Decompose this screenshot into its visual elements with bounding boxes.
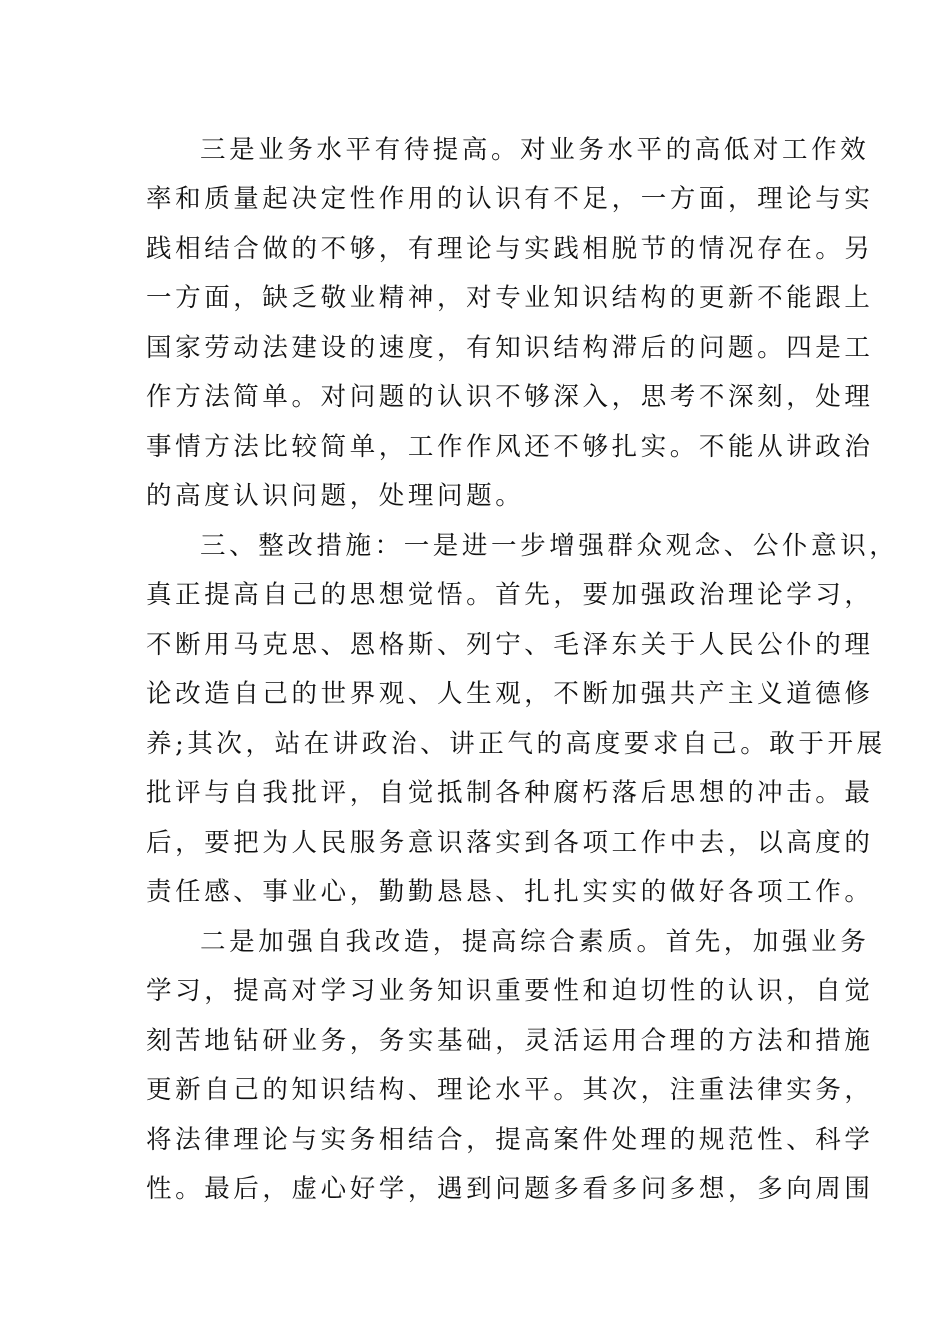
text-line: 性。最后，虚心好学，遇到问题多看多问多想，多向周围 bbox=[146, 1174, 874, 1204]
text-line: 国家劳动法建设的速度，有知识结构滞后的问题。四是工 bbox=[146, 333, 874, 363]
text-line: 论改造自己的世界观、人生观，不断加强共产主义道德修 bbox=[146, 679, 874, 709]
text-line: 将法律理论与实务相结合，提高案件处理的规范性、科学 bbox=[146, 1125, 874, 1155]
text-line: 三是业务水平有待提高。对业务水平的高低对工作效 bbox=[200, 135, 870, 165]
text-line: 养;其次，站在讲政治、讲正气的高度要求自己。敢于开展 bbox=[146, 729, 886, 759]
text-line: 真正提高自己的思想觉悟。首先，要加强政治理论学习， bbox=[146, 580, 874, 610]
text-line: 批评与自我批评，自觉抵制各种腐朽落后思想的冲击。最 bbox=[146, 778, 874, 808]
text-line: 不断用马克思、恩格斯、列宁、毛泽东关于人民公仆的理 bbox=[146, 630, 874, 660]
text-line: 作方法简单。对问题的认识不够深入，思考不深刻，处理 bbox=[146, 382, 874, 412]
text-line: 的高度认识问题，处理问题。 bbox=[146, 481, 525, 511]
text-line: 学习，提高对学习业务知识重要性和迫切性的认识，自觉 bbox=[146, 976, 874, 1006]
text-line: 更新自己的知识结构、理论水平。其次，注重法律实务， bbox=[146, 1075, 874, 1105]
text-line: 三、整改措施：一是进一步增强群众观念、公仆意识， bbox=[200, 531, 899, 561]
text-line: 责任感、事业心，勤勤恳恳、扎扎实实的做好各项工作。 bbox=[146, 877, 874, 907]
text-line: 事情方法比较简单，工作作风还不够扎实。不能从讲政治 bbox=[146, 432, 874, 462]
text-line: 一方面，缺乏敬业精神，对专业知识结构的更新不能跟上 bbox=[146, 283, 874, 313]
text-line: 践相结合做的不够，有理论与实践相脱节的情况存在。另 bbox=[146, 234, 874, 264]
text-line: 刻苦地钻研业务，务实基础，灵活运用合理的方法和措施 bbox=[146, 1026, 874, 1056]
text-line: 率和质量起决定性作用的认识有不足，一方面，理论与实 bbox=[146, 184, 874, 214]
text-line: 后，要把为人民服务意识落实到各项工作中去，以高度的 bbox=[146, 828, 874, 858]
text-line: 二是加强自我改造，提高综合素质。首先，加强业务 bbox=[200, 927, 870, 957]
